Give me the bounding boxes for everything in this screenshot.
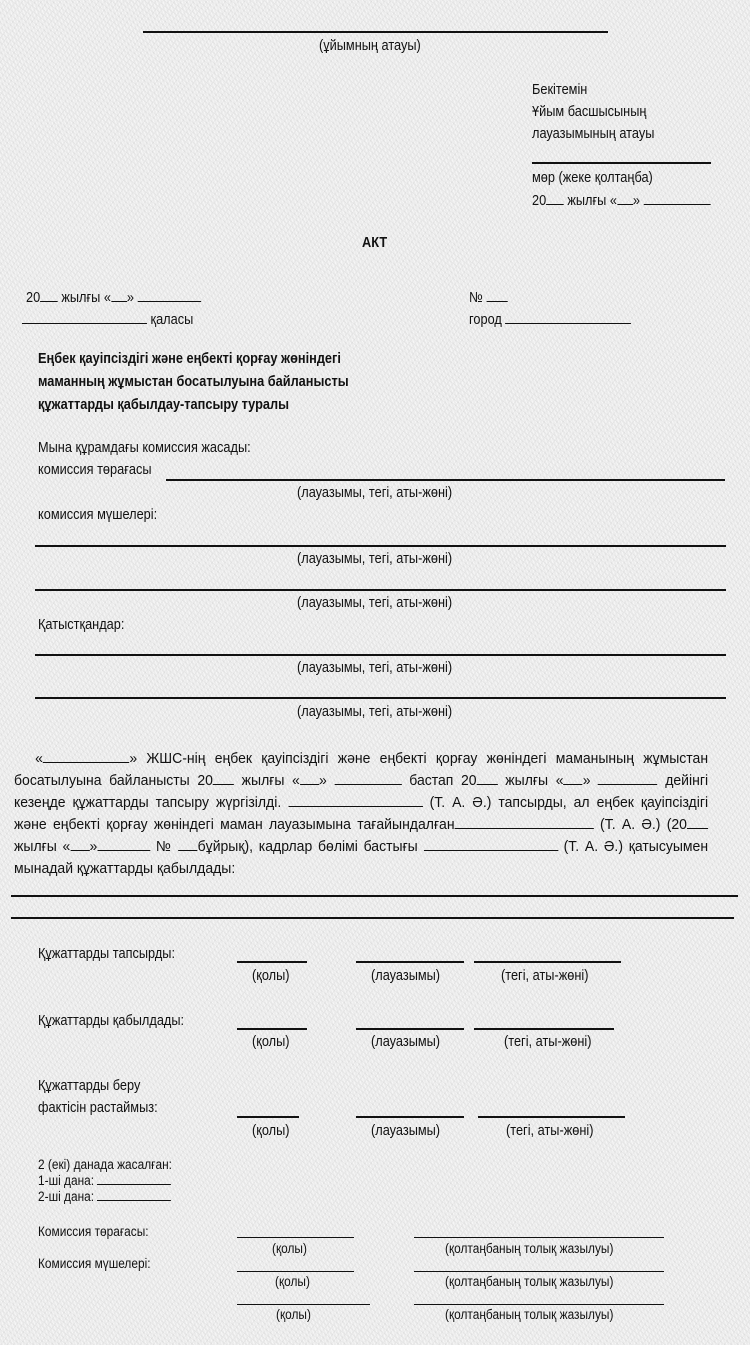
approve-date: [532, 192, 710, 209]
para-text: №: [150, 839, 179, 855]
number-label: №: [469, 290, 483, 306]
date-mid: жылғы «: [61, 290, 111, 306]
month-blank[interactable]: [97, 837, 150, 851]
position-caption: (лауазымы): [371, 1123, 441, 1139]
approve-head-line2: лауазымының атауы: [532, 126, 655, 142]
date-close: »: [126, 290, 134, 306]
final-member2-full-line[interactable]: [414, 1304, 664, 1305]
handed-over-position-line[interactable]: [356, 961, 464, 963]
para-text: »: [582, 773, 599, 789]
copy-second-label: 2-ші дана:: [38, 1189, 95, 1204]
hr-head-blank[interactable]: [423, 837, 557, 851]
order-number-blank[interactable]: [178, 837, 197, 851]
handed-over-name-line[interactable]: [474, 961, 621, 963]
documents-list-line2[interactable]: [11, 917, 734, 919]
approve-signature-line[interactable]: [532, 162, 711, 164]
subject-line3: құжаттарды қабылдау-тапсыру туралы: [38, 397, 290, 413]
month-blank[interactable]: [643, 192, 710, 205]
participant2-caption: (лауазымы, тегі, аты-жөні): [297, 704, 453, 720]
year-blank[interactable]: [687, 815, 708, 829]
open-quote: «: [35, 751, 43, 767]
date-prefix: 20: [532, 193, 547, 209]
final-members-label: Комиссия мүшелері:: [38, 1256, 151, 1271]
commission-chair-caption: (лауазымы, тегі, аты-жөні): [297, 485, 453, 501]
date-year-suffix: жылғы «: [567, 193, 617, 209]
para-text: жылғы «: [497, 773, 564, 789]
handed-by-blank[interactable]: [288, 793, 422, 807]
approve-label: Бекітемін: [532, 82, 588, 98]
member2-caption: (лауазымы, тегі, аты-жөні): [297, 595, 453, 611]
copy-second: [38, 1190, 171, 1204]
para-text: (Т. А. Ә.) қатысуымен мынадай құжаттарды қабылдады:: [14, 839, 709, 877]
accepted-sign-line[interactable]: [237, 1028, 307, 1030]
approve-head-line1: Ұйым басшысының: [532, 104, 647, 120]
number-blank[interactable]: [486, 289, 507, 302]
sign-caption: (қолы): [275, 1274, 310, 1289]
commission-chair-line[interactable]: [166, 479, 725, 481]
para-text: »: [319, 773, 335, 789]
para-text: бастап 20: [401, 773, 477, 789]
city-ru-blank[interactable]: [505, 311, 631, 324]
confirm-position-line[interactable]: [356, 1116, 464, 1118]
act-city: [22, 311, 193, 328]
sign-caption: (қолы): [252, 1123, 290, 1139]
participant1-caption: (лауазымы, тегі, аты-жөні): [297, 660, 453, 676]
sign-caption: (қолы): [252, 968, 290, 984]
act-date: [26, 289, 201, 306]
org-name-line[interactable]: [143, 31, 608, 33]
final-member1-sign-line[interactable]: [237, 1271, 354, 1272]
commission-intro: Мына құрамдағы комиссия жасады:: [38, 440, 251, 456]
name-caption: (тегі, аты-жөні): [501, 968, 589, 984]
copy-first-label: 1-ші дана:: [38, 1173, 95, 1188]
day-blank[interactable]: [70, 837, 89, 851]
participant2-line[interactable]: [35, 697, 726, 699]
full-sign-caption: (қолтаңбаның толық жазылуы): [445, 1274, 614, 1289]
month-blank[interactable]: [598, 771, 658, 785]
confirm-name-line[interactable]: [478, 1116, 625, 1118]
member1-line[interactable]: [35, 545, 726, 547]
city-suffix: қаласы: [150, 312, 194, 328]
full-sign-caption: (қолтаңбаның толық жазылуы): [445, 1307, 614, 1322]
final-member2-sign-line[interactable]: [237, 1304, 370, 1305]
sign-caption: (қолы): [272, 1241, 307, 1256]
para-text: (Т. А. Ә.) тапсырды, ал еңбек қауіпсіздігі және еңбекті қорғау жөніндегі маман лауазымына тағайындалған: [14, 795, 709, 833]
copy-second-blank[interactable]: [97, 1190, 171, 1201]
final-chair-full-line[interactable]: [414, 1237, 664, 1238]
act-city-ru: [469, 311, 631, 328]
act-number: [469, 289, 507, 306]
date-prefix: 20: [26, 290, 41, 306]
year-blank[interactable]: [40, 289, 58, 302]
para-text: жылғы «: [234, 773, 300, 789]
confirm-label-line1: Құжаттарды беру: [38, 1078, 141, 1094]
appointed-blank[interactable]: [455, 815, 594, 829]
final-chair-sign-line[interactable]: [237, 1237, 354, 1238]
month-blank[interactable]: [334, 771, 401, 785]
para-text: »: [89, 839, 98, 855]
commission-chair-label: комиссия төрағасы: [38, 462, 152, 478]
handed-over-sign-line[interactable]: [237, 961, 307, 963]
documents-list-line1[interactable]: [11, 895, 738, 897]
member1-caption: (лауазымы, тегі, аты-жөні): [297, 551, 453, 567]
name-caption: (тегі, аты-жөні): [506, 1123, 594, 1139]
para-text: бұйрық), кадрлар бөлімі бастығы: [197, 839, 424, 855]
city-blank[interactable]: [22, 311, 147, 324]
sign-caption: (қолы): [276, 1307, 311, 1322]
full-sign-caption: (қолтаңбаның толық жазылуы): [445, 1241, 614, 1256]
accepted-label: Құжаттарды қабылдады:: [38, 1013, 185, 1029]
para-text: » ЖШС-нің еңбек қауіпсіздігі және еңбекті қорғау жөніндегі маманының жұмыстан босатылуына байланысты 20: [14, 751, 709, 789]
subject-line1: Еңбек қауіпсіздігі және еңбекті қорғау жөніндегі: [38, 351, 341, 367]
position-caption: (лауазымы): [371, 968, 441, 984]
year-blank[interactable]: [213, 771, 234, 785]
commission-members-label: комиссия мүшелері:: [38, 507, 158, 523]
name-caption: (тегі, аты-жөні): [504, 1034, 592, 1050]
copy-first-blank[interactable]: [97, 1174, 171, 1185]
day-blank[interactable]: [300, 771, 319, 785]
day-blank[interactable]: [617, 192, 633, 205]
year-blank[interactable]: [546, 192, 564, 205]
participants-label: Қатыстқандар:: [38, 617, 125, 633]
final-chair-label: Комиссия төрағасы:: [38, 1224, 149, 1239]
confirm-label-line2: фактісін растаймыз:: [38, 1100, 158, 1116]
para-text: дейінгі кезеңде құжаттарды тапсыру жүргізілді.: [14, 773, 709, 811]
position-caption: (лауазымы): [371, 1034, 441, 1050]
day-blank[interactable]: [563, 771, 582, 785]
participant1-line[interactable]: [35, 654, 726, 656]
subject-line2: маманның жұмыстан босатылуына байланысты: [38, 374, 349, 390]
city-ru-label: город: [469, 312, 502, 328]
org-name-caption: (ұйымның атауы): [319, 38, 421, 54]
final-member1-full-line[interactable]: [414, 1271, 664, 1272]
month-blank[interactable]: [137, 289, 200, 302]
copies-made-in: 2 (екі) данада жасалған:: [38, 1157, 172, 1172]
year-blank[interactable]: [477, 771, 498, 785]
day-blank[interactable]: [111, 289, 127, 302]
confirm-sign-line[interactable]: [237, 1116, 299, 1118]
para-text: жылғы «: [14, 839, 71, 855]
date-quote-close: »: [632, 193, 640, 209]
member2-line[interactable]: [35, 589, 726, 591]
document-title: АКТ: [362, 235, 388, 251]
stamp-caption: мөр (жеке қолтаңба): [532, 170, 653, 186]
accepted-position-line[interactable]: [356, 1028, 464, 1030]
handed-over-label: Құжаттарды тапсырды:: [38, 946, 176, 962]
sign-caption: (қолы): [252, 1034, 290, 1050]
copy-first: [38, 1174, 171, 1188]
para-text: (Т. А. Ә.) (20: [593, 817, 687, 833]
accepted-name-line[interactable]: [474, 1028, 614, 1030]
body-paragraph: [14, 748, 708, 880]
company-blank[interactable]: [43, 749, 129, 763]
